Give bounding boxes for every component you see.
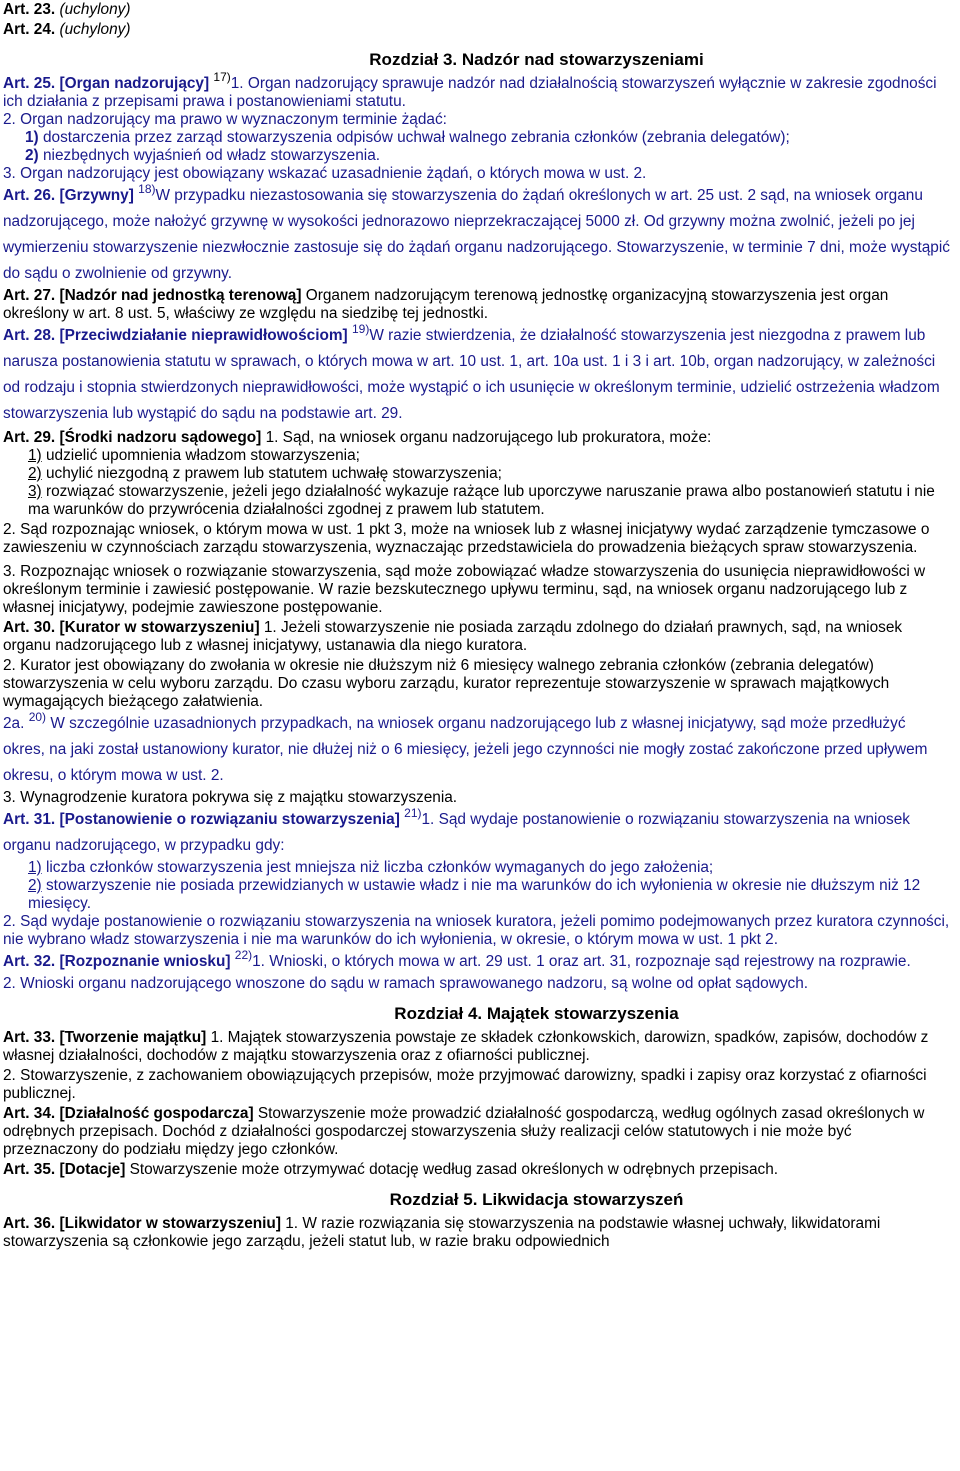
- art-26-title: [Grzywny]: [59, 187, 134, 204]
- art-30: [3, 619, 950, 807]
- art-29-item-3-num: 3): [28, 483, 42, 500]
- art-27-label: Art. 27.: [3, 287, 56, 304]
- art-25-item-2-num: 2): [25, 147, 39, 164]
- art-27: [3, 287, 950, 323]
- art-36-title: [Likwidator w stowarzyszeniu]: [59, 1215, 281, 1232]
- art-31-para-2: 2. Sąd wydaje postanowienie o rozwiązaniu stowarzyszenia na wniosek kuratora, jeżeli pomimo podejmowanych przez kuratora czynności, nie wybrano władz stowarzyszenia i nie ma warunków do ich wyłonienia, w okresie, o którym mowa w ust. 1 pkt 2.: [3, 913, 950, 948]
- art-31: [3, 807, 950, 949]
- footnote-ref-22: 22): [234, 948, 253, 962]
- art-25-item-1-num: 1): [25, 129, 39, 146]
- art-29-para-3: 3. Rozpoznając wniosek o rozwiązanie stowarzyszenia, sąd może zobowiązać władze stowarzyszenia do usunięcia nieprawidłowości w określonym terminie i zawiesić postępowanie. W razie bezskutecznego upływu terminu, sąd, na wniosek organu nadzorującego lub z własnej inicjatywy, podejmie zawieszone postępowanie.: [3, 563, 926, 616]
- art-29-item-3: rozwiązać stowarzyszenie, jeżeli jego działalność wykazuje rażące lub uporczywe naruszanie prawa albo postanowień statutu i nie ma warunków do przywrócenia działalności zgodnej z prawem lub statutem.: [28, 483, 935, 518]
- art-29: [3, 429, 950, 617]
- art-29-label: Art. 29.: [3, 429, 56, 446]
- art-25-para-2: 2. Organ nadzorujący ma prawo w wyznaczonym terminie żądać:: [3, 111, 447, 128]
- art-30-title: [Kurator w stowarzyszeniu]: [59, 619, 260, 636]
- art-29-title: [Środki nadzoru sądowego]: [59, 429, 262, 446]
- art-32: [3, 949, 950, 993]
- art-31-item-1-num: 1): [28, 859, 42, 876]
- chapter-4-heading: Rozdział 4. Majątek stowarzyszenia: [394, 1004, 679, 1023]
- footnote-ref-20: 20): [28, 710, 47, 724]
- art-24-label: Art. 24.: [3, 21, 56, 38]
- art-31-label: Art. 31.: [3, 811, 56, 828]
- art-28: [3, 323, 950, 427]
- art-31-item-2: stowarzyszenie nie posiada przewidzianych w ustawie władz i nie ma warunków do ich wyłonienia w okresie nie dłuższym niż 12 miesięcy.: [28, 877, 921, 912]
- art-34: [3, 1105, 950, 1159]
- art-34-title: [Działalność gospodarcza]: [59, 1105, 254, 1122]
- art-33-para-1: 1. Majątek stowarzyszenia powstaje ze składek członkowskich, darowizn, spadków, zapisów, dochodów z własnej działalności, dochodów z majątku stowarzyszenia oraz z ofiarności publicznej.: [3, 1029, 929, 1064]
- art-33: [3, 1029, 950, 1103]
- art-32-label: Art. 32.: [3, 953, 56, 970]
- art-29-para-2: 2. Sąd rozpoznając wniosek, o którym mowa w ust. 1 pkt 3, może na wniosek lub z własnej inicjatywy wydać zarządzenie tymczasowe o zawieszeniu w czynnościach zarządu stowarzyszenia, wyznaczając przedstawiciela do prowadzenia bieżących spraw stowarzyszenia.: [3, 521, 930, 556]
- art-29-item-1-num: 1): [28, 447, 42, 464]
- art-30-para-2a: W szczególnie uzasadnionych przypadkach, na wniosek organu nadzorującego lub z własnej inicjatywy, sąd może przedłużyć okres, na jaki został ustanowiony kurator, nie dłużej niż o 6 miesięcy, jeżeli jego czynności nie mogły zostać zakończone przed upływem okresu, o którym mowa w ust. 2.: [3, 715, 928, 784]
- art-34-label: Art. 34.: [3, 1105, 56, 1122]
- art-30-para-3: 3. Wynagrodzenie kuratora pokrywa się z majątku stowarzyszenia.: [3, 789, 458, 806]
- art-23-label: Art. 23.: [3, 1, 56, 18]
- art-35: [3, 1161, 950, 1179]
- art-30-para-1: 1. Jeżeli stowarzyszenie nie posiada zarządu zdolnego do działań prawnych, sąd, na wniosek organu nadzorującego lub z własnej inicjatywy, ustanawia dla niego kuratora.: [3, 619, 903, 654]
- art-29-item-2-num: 2): [28, 465, 42, 482]
- art-36-text: 1. W razie rozwiązania się stowarzyszenia na podstawie własnej uchwały, likwidatorami stowarzyszenia są członkowie jego zarządu, jeżeli statut lub, w razie braku odpowiednich: [3, 1215, 881, 1250]
- art-32-para-1: 1. Wnioski, o których mowa w art. 29 ust. 1 oraz art. 31, rozpoznaje sąd rejestrowy na rozprawie.: [252, 953, 911, 970]
- footnote-ref-19: 19): [351, 322, 370, 336]
- art-25-title: [Organ nadzorujący]: [59, 75, 210, 92]
- art-33-para-2: 2. Stowarzyszenie, z zachowaniem obowiązujących przepisów, może przyjmować darowizny, spadki i zapisy oraz korzystać z ofiarności publicznej.: [3, 1067, 927, 1102]
- art-27-text: Organem nadzorującym terenową jednostkę organizacyjną stowarzyszenia jest organ określony w art. 8 ust. 5, właściwy ze względu na siedzibę tej jednostki.: [3, 287, 889, 322]
- art-35-title: [Dotacje]: [59, 1161, 126, 1178]
- art-31-item-1: liczba członków stowarzyszenia jest mniejsza niż liczba członków wymaganych do jego założenia;: [45, 859, 714, 876]
- art-30-para-2: 2. Kurator jest obowiązany do zwołania w okresie nie dłuższym niż 6 miesięcy walnego zebrania członków (zebrania delegatów) stowarzyszenia w celu wyboru zarządu. Do czasu wyboru zarządu, kurator reprezentuje stowarzyszenie w sprawach majątkowych wymagających bieżącego załatwienia.: [3, 657, 890, 710]
- art-31-item-2-num: 2): [28, 877, 42, 894]
- art-25-label: Art. 25.: [3, 75, 56, 92]
- footnote-ref-18: 18): [138, 182, 156, 196]
- art-25-para-1: 1. Organ nadzorujący sprawuje nadzór nad działalnością stowarzyszeń wyłącznie w zakresie zgodności ich działania z przepisami prawa i postanowieniami statutu.: [3, 75, 937, 110]
- art-34-text: Stowarzyszenie może prowadzić działalność gospodarczą, według ogólnych zasad określonych w odrębnych przepisach. Dochód z działalności gospodarczej stowarzyszenia służy realizacji celów statutowych i nie może być przeznaczony do podziału między jego członków.: [3, 1105, 925, 1158]
- art-25-item-2: niezbędnych wyjaśnień od władz stowarzyszenia.: [42, 147, 381, 164]
- art-36-label: Art. 36.: [3, 1215, 56, 1232]
- art-26-label: Art. 26.: [3, 187, 56, 204]
- art-32-para-2: 2. Wnioski organu nadzorującego wnoszone do sądu w ramach sprawowanego nadzoru, są wolne od opłat sądowych.: [3, 975, 809, 992]
- art-24: [3, 21, 950, 39]
- art-25: [3, 70, 950, 183]
- art-30-label: Art. 30.: [3, 619, 56, 636]
- art-31-para-1: 1. Sąd wydaje postanowienie o rozwiązaniu stowarzyszenia na wniosek organu nadzorującego, w przypadku gdy:: [3, 811, 910, 854]
- art-23-text: (uchylony): [59, 1, 131, 18]
- footnote-ref-17: 17): [213, 70, 231, 84]
- chapter-3-heading: Rozdział 3. Nadzór nad stowarzyszeniami: [369, 50, 704, 69]
- art-33-title: [Tworzenie majątku]: [59, 1029, 207, 1046]
- art-29-para-1: 1. Sąd, na wniosek organu nadzorującego lub prokuratora, może:: [265, 429, 712, 446]
- art-28-text: W razie stwierdzenia, że działalność stowarzyszenia jest niezgodna z prawem lub narusza postanowienia statutu w sprawach, o których mowa w art. 10 ust. 1, art. 10a ust. 1 i 3 i art. 10b, organ nadzorujący, w zależności od rodzaju i stopnia stwierdzonych nieprawidłowości, może wystąpić o ich usunięcie w określonym terminie, udzielić ostrzeżenia władzom stowarzyszenia lub wystąpić do sądu na podstawie art. 29.: [3, 327, 940, 422]
- art-25-item-1: dostarczenia przez zarząd stowarzyszenia odpisów uchwał walnego zebrania członków (zebrania delegatów);: [42, 129, 790, 146]
- chapter-5-heading: Rozdział 5. Likwidacja stowarzyszeń: [389, 1190, 684, 1209]
- art-36: [3, 1215, 950, 1251]
- art-28-label: Art. 28.: [3, 327, 56, 344]
- art-33-label: Art. 33.: [3, 1029, 56, 1046]
- art-25-para-3: 3. Organ nadzorujący jest obowiązany wskazać uzasadnienie żądań, o których mowa w ust. 2.: [3, 165, 647, 182]
- footnote-ref-21: 21): [404, 806, 422, 820]
- art-30-para-2a-num: 2a.: [3, 715, 25, 732]
- art-29-item-1: udzielić upomnienia władzom stowarzyszenia;: [45, 447, 360, 464]
- art-31-title: [Postanowienie o rozwiązaniu stowarzyszenia]: [59, 811, 400, 828]
- art-23: [3, 1, 950, 19]
- art-35-text: Stowarzyszenie może otrzymywać dotację według zasad określonych w odrębnych przepisach.: [129, 1161, 779, 1178]
- art-32-title: [Rozpoznanie wniosku]: [59, 953, 231, 970]
- art-26: [3, 183, 950, 287]
- art-29-item-2: uchylić niezgodną z prawem lub statutem uchwałę stowarzyszenia;: [45, 465, 502, 482]
- art-27-title: [Nadzór nad jednostką terenową]: [59, 287, 302, 304]
- art-24-text: (uchylony): [59, 21, 131, 38]
- art-26-text: W przypadku niezastosowania się stowarzyszenia do żądań określonych w art. 25 ust. 2 sąd, na wniosek organu nadzorującego, może nałożyć grzywnę w wysokości jednorazowo nieprzekraczającej 5000 zł. Od grzywny można zwolnić, jeżeli po jej wymierzeniu stowarzyszenie niezwłocznie zastosuje się do żądań organu nadzorującego. Stowarzyszenie, w terminie 7 dni, może wystąpić do sądu o zwolnienie od grzywny.: [3, 187, 950, 282]
- art-28-title: [Przeciwdziałanie nieprawidłowościom]: [59, 327, 348, 344]
- art-35-label: Art. 35.: [3, 1161, 56, 1178]
